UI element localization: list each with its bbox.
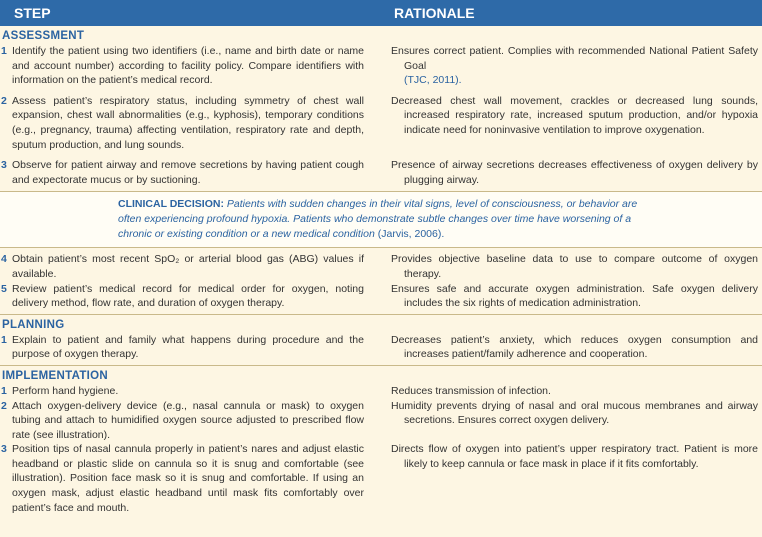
step-text: Review patient’s medical record for medical order for oxygen, noting delivery method, flow rate, and duration of oxygen therapy. <box>12 282 364 310</box>
step-text: Assess patient’s respiratory status, including symmetry of chest wall expansion, chest wall abnormalities (e.g., kyphosis), temporary conditions (e.g., pregnancy, trauma) affecting ventilation, respiratory rate and depth, sputum production, and lung sounds. <box>12 94 364 151</box>
table-row <box>0 252 762 281</box>
implementation-title: IMPLEMENTATION <box>2 369 108 382</box>
step-text: Attach oxygen-delivery device (e.g., nasal cannula or mask) to oxygen tubing and attach to humidified oxygen source adjusted to prescribed flow rate (see illustration). <box>12 399 364 441</box>
table-row <box>0 44 762 88</box>
table-header <box>0 0 762 26</box>
rationale-text: Decreases patient’s anxiety, which reduces oxygen consumption and increases patient/family adherence and cooperation. <box>391 333 758 361</box>
step-text: Explain to patient and family what happens during procedure and the purpose of oxygen therapy. <box>12 333 364 361</box>
planning-title: PLANNING <box>2 318 65 331</box>
step-text: Observe for patient airway and remove secretions by having patient cough and expectorate mucus or by suctioning. <box>12 159 364 186</box>
step-number: 3 <box>1 443 7 456</box>
clinical-decision-citation: (Jarvis, 2006) <box>377 228 442 241</box>
table-row <box>0 158 762 187</box>
rationale-column-header: RATIONALE <box>394 5 475 21</box>
step-number: 5 <box>1 282 7 295</box>
rationale-text: Reduces transmission of infection. <box>391 384 551 397</box>
step-text: Position tips of nasal cannula properly in patient’s nares and adjust elastic headband or plastic slide on cannula so it is snug and comfortable (see illustration). Position face mask so it is snug and comfortable. If using an oxygen mask, adjust elastic headband until mask fits comfortably over patient’s face and mouth. <box>12 443 364 514</box>
rationale-text: Decreased chest wall movement, crackles or decreased lung sounds, increased respiratory rate, increased sputum production, and/or hypoxia indicate need for noninvasive ventilation to improve oxygenation. <box>391 94 758 136</box>
step-number: 2 <box>1 399 7 412</box>
step-number: 2 <box>1 94 7 107</box>
table-row <box>0 333 762 362</box>
rationale-text: Ensures safe and accurate oxygen administration. Safe oxygen delivery includes the six rights of medication administration. <box>391 282 758 310</box>
clinical-decision-label: CLINICAL DECISION: <box>118 198 224 211</box>
step-number: 1 <box>1 45 7 57</box>
step-column-header: STEP <box>14 5 51 21</box>
rationale-text: Provides objective baseline data to use to compare outcome of oxygen therapy. <box>391 253 758 280</box>
step-number: 1 <box>1 384 7 397</box>
rationale-text: Directs flow of oxygen into patient’s upper respiratory tract. Patient is more likely to keep cannula or face mask in place if it fits comfortably. <box>391 443 758 470</box>
clinical-decision-text: Patients with sudden changes in their vital signs, level of consciousness, or behavior are often experiencing profound hypoxia. Patients who demonstrate subtle changes over time have worsening of a chronic or existing condition or a new medical condition <box>118 198 638 241</box>
table-row <box>0 399 762 443</box>
rationale-text: Humidity prevents drying of nasal and oral mucous membranes and airway secretions. Ensures correct oxygen delivery. <box>391 399 758 427</box>
step-text: Obtain patient’s most recent SpO₂ or arterial blood gas (ABG) values if available. <box>12 253 364 280</box>
clinical-decision-box <box>0 191 762 248</box>
step-number: 4 <box>1 253 7 266</box>
clinical-decision-end: . <box>441 228 445 241</box>
table-row <box>0 442 762 515</box>
table-row <box>0 282 762 311</box>
table-row <box>0 94 762 152</box>
citation: (TJC, 2011). <box>404 74 462 87</box>
rationale-text: Ensures correct patient. Complies with recommended National Patient Safety Goal <box>391 45 758 72</box>
step-number: 1 <box>1 333 7 346</box>
step-number: 3 <box>1 159 7 172</box>
assessment-title: ASSESSMENT <box>2 30 85 42</box>
step-text: Perform hand hygiene. <box>12 384 119 397</box>
table-row <box>0 384 762 399</box>
rationale-text: Presence of airway secretions decreases effectiveness of oxygen delivery by plugging airway. <box>391 159 758 186</box>
step-text: Identify the patient using two identifiers (i.e., name and birth date or name and account number) according to facility policy. Compare identifiers with information on the patient’s medical record. <box>12 45 364 87</box>
